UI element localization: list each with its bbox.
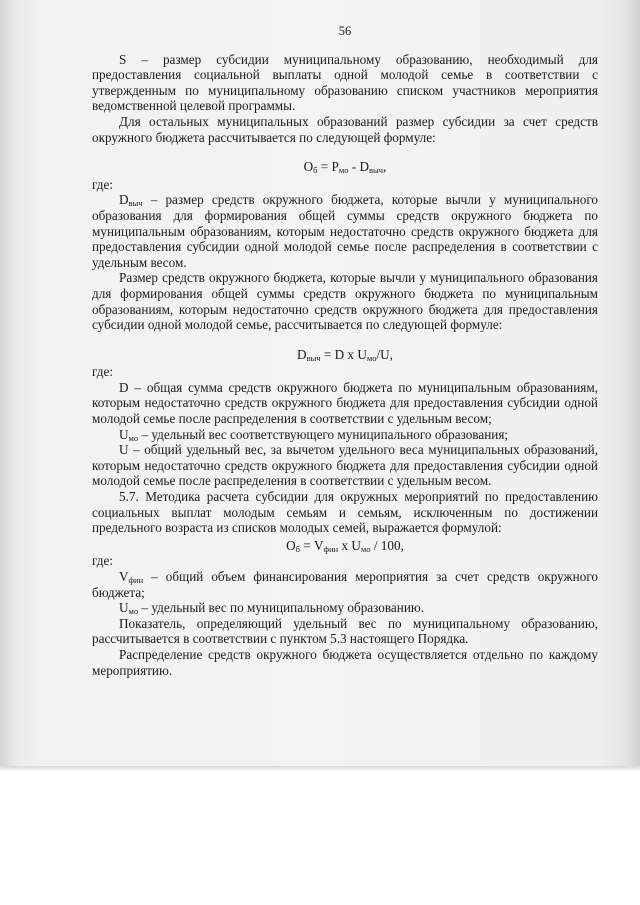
formula-district-events: $О_б = V_{фин}$ x $U_{мо} / 100$,: [286, 537, 404, 554]
paragraph-distribution: Распределение средств окружного бюджета осуществляется отдельно по каждому мероприятию.: [92, 646, 598, 678]
where-label: где:: [92, 364, 113, 380]
paragraph-v-fin-definition: $V_{фин}$ – общий объем финансирования мероприятия за счет средств окружного бюджета;: [92, 569, 598, 600]
document-page: [92, 24, 598, 678]
paragraph-other-municipalities: Для остальных муниципальных образований размер субсидии за счет средств окружного бюджета рассчитывается по следующей формуле:: [92, 113, 598, 145]
paragraph-d-vych-definition: $D_{выч}$ – размер средств окружного бюджета, которые вычли у муниципального образования для формирования общей суммы средств окружного бюджета по муниципальным образованиям, которым недостаточно средств окружного бюджета для предоставления субсидии одной молодой семье после распределения в соответствии с удельным весом.: [92, 192, 598, 270]
paragraph-s-definition: S – размер субсидии муниципальному образованию, необходимый для предоставления социальной выплаты одной молодой семье в соответствии с утвержденным по муниципальному образованию списком участников мероприятия ведомственной целевой программы.: [92, 51, 598, 114]
paragraph-indicator: Показатель, определяющий удельный вес по муниципальному образованию, рассчитывается в соответствии с пунктом 5.3 настоящего Порядка.: [92, 615, 598, 647]
paragraph-withheld-funds: Размер средств окружного бюджета, которые вычли у муниципального образования для формирования общей суммы средств окружного бюджета по муниципальным образованиям, которым недостаточно средств окружного бюджета для предоставления субсидии одной молодой семье, рассчитывается по следующей формуле:: [92, 270, 598, 333]
where-label: где:: [92, 176, 113, 192]
paragraph-u-mo-weight: $U_{мо}$ – удельный вес по муниципальному образованию.: [119, 600, 425, 617]
where-label: где:: [92, 553, 113, 569]
formula-d-vych: $D_{выч} = D$ x $U_{мо}/U$,: [297, 346, 393, 363]
paragraph-u-definition: U – общий удельный вес, за вычетом удельного веса муниципальных образований, которым недостаточно средств окружного бюджета для предоставления субсидии одной молодой семье после распределения в соответствии с удельным весом.: [92, 442, 598, 489]
page-number: 56: [338, 24, 352, 38]
paragraph-section-5-7: 5.7. Методика расчета субсидии для окружных мероприятий по предоставлению социальных выплат молодым семьям и семьям, исключенным по достижении предельного возраста из списков молодых семей, выражается формулой:: [92, 489, 598, 536]
paragraph-d-definition: D – общая сумма средств окружного бюджета по муниципальным образованиям, которым недостаточно средств окружного бюджета для предоставления субсидии одной молодой семье после распределения в соответствии с удельным весом;: [92, 379, 598, 427]
paragraph-u-mo-definition: $U_{мо}$ – удельный вес соответствующего муниципального образования;: [119, 426, 509, 443]
scan-bottom-edge: [0, 766, 640, 772]
formula-subsidy: $О_б = Р_{мо} - D_{выч}$,: [303, 159, 387, 176]
